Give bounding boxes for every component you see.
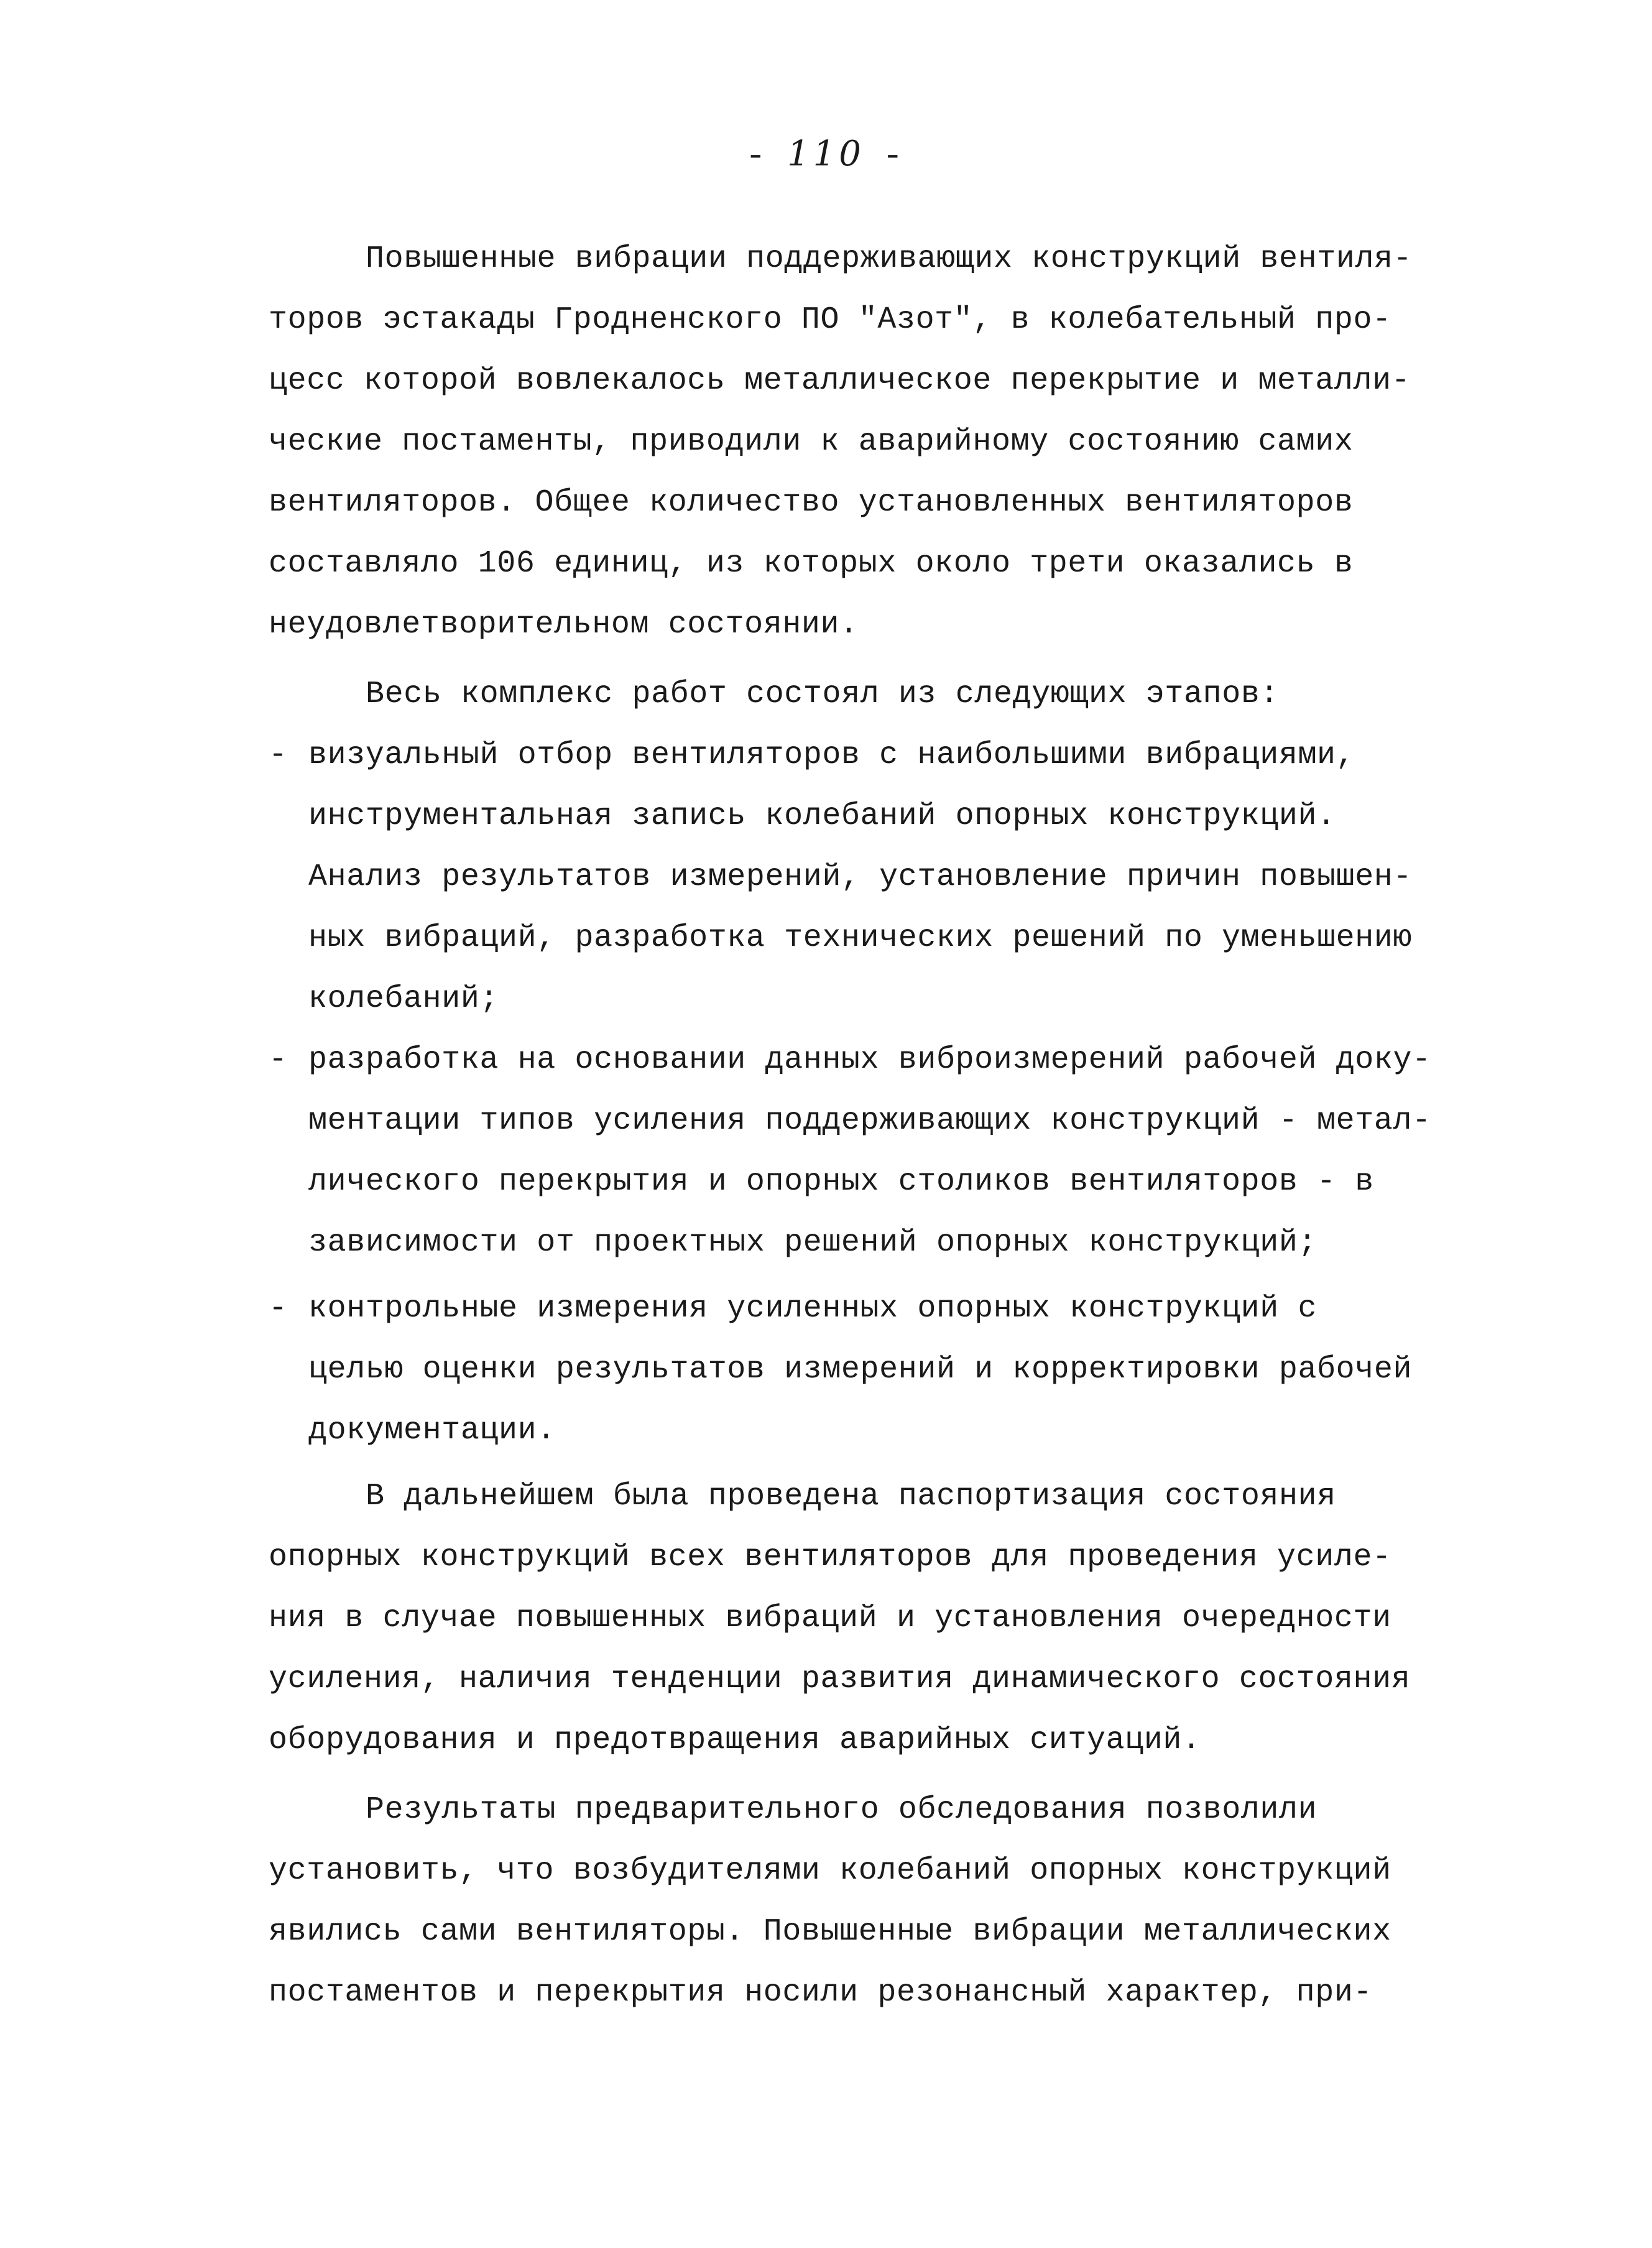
text-line: ментации типов усиления поддерживающих конструкций - метал- (308, 1103, 1431, 1139)
text-line: документации. (308, 1413, 556, 1448)
list-item-2 (269, 1030, 1450, 1274)
text-line: В дальнейшем была проведена паспортизация состояния (366, 1479, 1336, 1514)
document-body (269, 229, 1450, 2024)
text-line: разработка на основании данных виброизмерений рабочей доку- (308, 1042, 1431, 1078)
text-line: Анализ результатов измерений, установление причин повышен- (308, 859, 1413, 895)
list-item-1 (269, 725, 1450, 1030)
paragraph-3 (269, 1466, 1450, 1771)
text-line: ния в случае повышенных вибраций и установления очередности (269, 1601, 1391, 1636)
text-line: Результаты предварительного обследования позволили (366, 1792, 1317, 1828)
list-bullet: - (269, 1291, 288, 1326)
paragraph-2 (269, 664, 1450, 725)
text-line: ных вибраций, разработка технических решений по уменьшению (308, 920, 1413, 956)
page-number-dash-left: - (745, 136, 770, 176)
page-number-value: 110 (787, 134, 865, 174)
text-line: постаментов и перекрытия носили резонансный характер, при- (269, 1975, 1373, 2010)
text-line: инструментальная запись колебаний опорных конструкций. (308, 798, 1336, 834)
text-line: цесс которой вовлекалось металлическое перекрытие и металли- (269, 363, 1411, 399)
text-line: составляло 106 единиц, из которых около трети оказались в (269, 546, 1354, 581)
text-line: торов эстакады Гродненского ПО "Азот", в колебательный про- (269, 302, 1391, 338)
text-line: колебаний; (308, 981, 499, 1017)
text-line: неудовлетворительном состоянии. (269, 607, 859, 642)
text-line: усиления, наличия тенденции развития динамического состояния (269, 1662, 1411, 1697)
text-line: вентиляторов. Общее количество установленных вентиляторов (269, 485, 1354, 520)
text-line: явились сами вентиляторы. Повышенные вибрации металлических (269, 1914, 1391, 1950)
text-line: ческие постаменты, приводили к аварийному состоянию самих (269, 424, 1354, 460)
text-line: установить, что возбудителями колебаний опорных конструкций (269, 1853, 1391, 1889)
text-line: Повышенные вибрации поддерживающих конструкций вентиля- (366, 241, 1413, 277)
paragraph-1 (269, 229, 1450, 655)
text-line: опорных конструкций всех вентиляторов для проведения усиле- (269, 1540, 1391, 1575)
paragraph-4 (269, 1780, 1450, 2024)
text-line: лического перекрытия и опорных столиков вентиляторов - в (308, 1164, 1374, 1200)
list-bullet: - (269, 738, 288, 773)
text-line: визуальный отбор вентиляторов с наибольшими вибрациями, (308, 738, 1355, 773)
text-line: контрольные измерения усиленных опорных конструкций с (308, 1291, 1317, 1326)
text-line: целью оценки результатов измерений и корректировки рабочей (308, 1352, 1413, 1387)
text-line: зависимости от проектных решений опорных конструкций; (308, 1225, 1317, 1260)
text-line: Весь комплекс работ состоял из следующих этапов: (366, 677, 1280, 712)
page-number-dash-right: - (882, 136, 907, 176)
page-number (0, 134, 1652, 176)
list-bullet: - (269, 1042, 288, 1078)
list-item-3 (269, 1279, 1450, 1461)
text-line: оборудования и предотвращения аварийных ситуаций. (269, 1723, 1201, 1758)
